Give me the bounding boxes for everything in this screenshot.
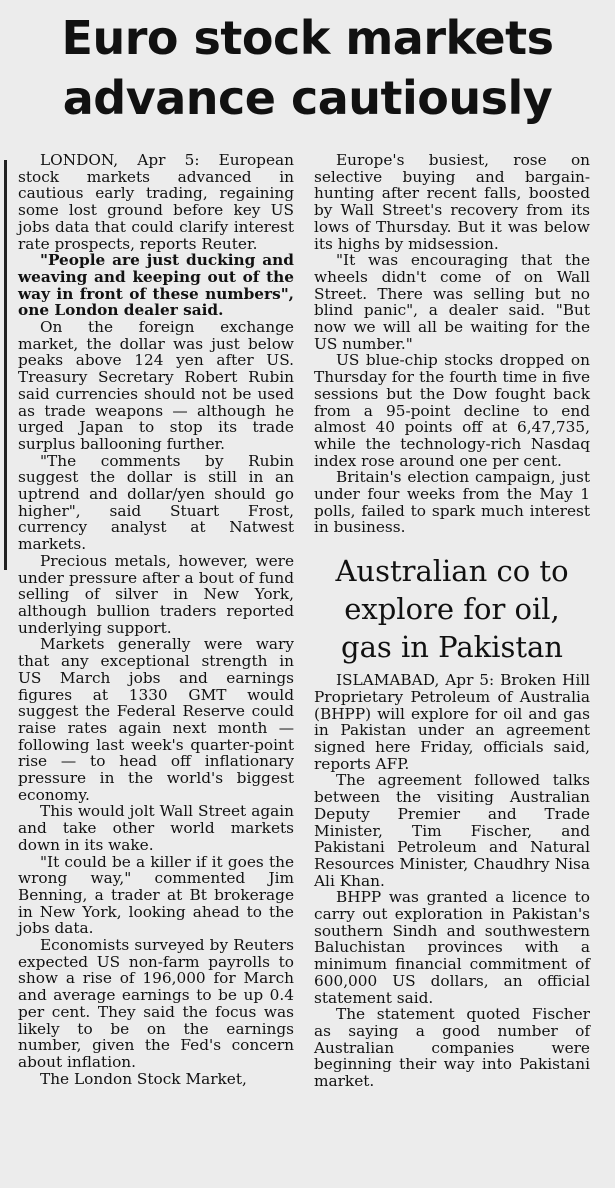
main-headline-line-2: advance cautiously — [62, 71, 553, 125]
paragraph: Markets generally were wary that any exceptional strength in US March jobs and earnings figures at 1330 GMT would suggest the Federal Reserve could raise rates again next month — following last week's quarter-point rise — to head off inflationary pressure in the world's biggest economy. — [18, 635, 294, 804]
paragraph: This would jolt Wall Street again and take other world markets down in its wake. — [18, 802, 294, 854]
paragraph: The agreement followed talks between the visiting Australian Deputy Premier and Trade Minister, Tim Fischer, and Pakistani Petroleum and Natural Resources Minister, Chaudhry Nisa Ali Khan. — [314, 771, 590, 890]
article-column-1 — [18, 152, 294, 1087]
paragraph: LONDON, Apr 5: European stock markets advanced in cautious early trading, regaining some lost ground before key US jobs data that could clarify interest rate prospects, reports Reuter. — [18, 151, 294, 253]
paragraph: Precious metals, however, were under pressure after a bout of fund selling of silver in New York, although bullion traders reported underlying support. — [18, 551, 294, 637]
paragraph: US blue-chip stocks dropped on Thursday for the fourth time in five sessions but the Dow fought back from a 95-point decline to end almost 40 points off at 6,47,735, while the technology-rich Nasdaq index rose around one per cent. — [314, 351, 590, 470]
paragraph: "It could be a killer if it goes the wrong way," commented Jim Benning, a trader at Bt brokerage in New York, looking ahead to the jobs data. — [18, 852, 294, 938]
secondary-headline — [314, 552, 590, 666]
secondary-headline-line-1: Australian co to — [335, 554, 569, 589]
paragraph: BHPP was granted a licence to carry out exploration in Pakistan's southern Sindh and southwestern Baluchistan provinces with a minimum financial commitment of 600,000 US dollars, an official statement said. — [314, 888, 590, 1007]
paragraph: On the foreign exchange market, the dollar was just below peaks above 124 yen after US. Treasury Secretary Robert Rubin said currencies should not be used as trade weapons — although he urged Japan to stop its trade surplus ballooning further. — [18, 318, 294, 453]
paragraph: Britain's election campaign, just under four weeks from the May 1 polls, failed to spark much interest in business. — [314, 468, 590, 537]
paragraph: "People are just ducking and weaving and keeping out of the way in front of these numbers", one London dealer said. — [18, 251, 294, 320]
main-headline — [0, 8, 615, 128]
article-column-2 — [314, 152, 590, 1090]
paragraph: ISLAMABAD, Apr 5: Broken Hill Proprietary Petroleum of Australia (BHPP) will explore for oil and gas in Pakistan under an agreement signed here Friday, officials said, reports AFP. — [314, 671, 590, 773]
paragraph: "The comments by Rubin suggest the dollar is still in an uptrend and dollar/yen should go higher", said Stuart Frost, currency analyst at Natwest markets. — [18, 451, 294, 554]
secondary-headline-line-3: gas in Pakistan — [341, 630, 563, 665]
paragraph: Europe's busiest, rose on selective buying and bargain-hunting after recent falls, boosted by Wall Street's recovery from its lows of Thursday. But it was below its highs by midsession. — [314, 151, 590, 253]
paragraph: The London Stock Market, — [40, 1069, 247, 1088]
paragraph: "It was encouraging that the wheels didn't come of on Wall Street. There was selling but no blind panic", a dealer said. "But now we will all be waiting for the US number." — [314, 251, 590, 353]
secondary-headline-line-2: explore for oil, — [344, 592, 560, 627]
paragraph: Economists surveyed by Reuters expected US non-farm payrolls to show a rise of 196,000 for March and average earnings to be up 0.4 per cent. They said the focus was likely to be on the earnings number, given the Fed's concern about inflation. — [18, 936, 294, 1071]
column-rule — [4, 160, 7, 570]
paragraph: The statement quoted Fischer as saying a good number of Australian companies were beginning their way into Pakistani market. — [314, 1005, 590, 1091]
main-headline-line-1: Euro stock markets — [61, 11, 554, 65]
